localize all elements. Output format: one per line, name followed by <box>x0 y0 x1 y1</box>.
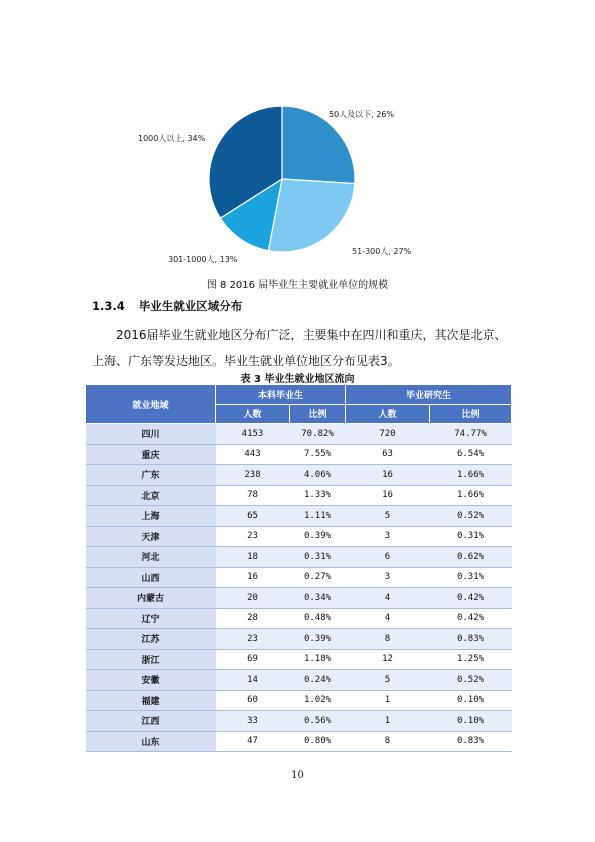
grad-count-cell: 6 <box>346 547 430 568</box>
undergrad-ratio-cell: 0.39% <box>290 629 346 650</box>
grad-count-cell: 5 <box>346 506 430 527</box>
grad-ratio-cell: 0.83% <box>430 629 512 650</box>
region-cell: 内蒙古 <box>86 588 216 609</box>
undergrad-count-cell: 14 <box>216 670 290 691</box>
table-row <box>86 608 512 629</box>
pie-slice-label: 50人及以下, 26% <box>329 110 395 119</box>
grad-count-cell: 5 <box>346 670 430 691</box>
region-cell: 山西 <box>86 567 216 588</box>
undergrad-ratio-cell: 0.39% <box>290 526 346 547</box>
grad-ratio-cell: 0.83% <box>430 731 512 752</box>
undergrad-ratio-cell: 1.33% <box>290 485 346 506</box>
region-cell: 福建 <box>86 690 216 711</box>
undergrad-ratio-cell: 0.34% <box>290 588 346 609</box>
grad-ratio-cell: 0.10% <box>430 711 512 732</box>
grad-count-cell: 720 <box>346 424 430 445</box>
table-row <box>86 526 512 547</box>
table-row <box>86 444 512 465</box>
region-cell: 上海 <box>86 506 216 527</box>
region-cell: 广东 <box>86 465 216 486</box>
table-row <box>86 465 512 486</box>
table-row <box>86 506 512 527</box>
undergrad-ratio-cell: 0.56% <box>290 711 346 732</box>
table-row <box>86 547 512 568</box>
undergrad-count-cell: 20 <box>216 588 290 609</box>
table-body <box>86 424 512 752</box>
grad-ratio-cell: 0.31% <box>430 526 512 547</box>
grad-ratio-cell: 0.10% <box>430 690 512 711</box>
paragraph-line-2: 上海、广东等发达地区。毕业生就业单位地区分布见表3。 <box>92 354 400 368</box>
grad-count-cell: 1 <box>346 690 430 711</box>
header-grad-ratio: 比例 <box>430 404 512 424</box>
grad-count-cell: 63 <box>346 444 430 465</box>
grad-count-cell: 3 <box>346 526 430 547</box>
undergrad-count-cell: 28 <box>216 608 290 629</box>
grad-count-cell: 1 <box>346 711 430 732</box>
undergrad-ratio-cell: 0.48% <box>290 608 346 629</box>
grad-ratio-cell: 0.42% <box>430 588 512 609</box>
grad-count-cell: 4 <box>346 608 430 629</box>
undergrad-count-cell: 65 <box>216 506 290 527</box>
grad-ratio-cell: 1.66% <box>430 485 512 506</box>
table-row <box>86 567 512 588</box>
region-cell: 辽宁 <box>86 608 216 629</box>
undergrad-count-cell: 16 <box>216 567 290 588</box>
grad-count-cell: 4 <box>346 588 430 609</box>
grad-ratio-cell: 0.52% <box>430 506 512 527</box>
undergrad-ratio-cell: 70.82% <box>290 424 346 445</box>
undergrad-count-cell: 23 <box>216 526 290 547</box>
header-undergrad-ratio: 比例 <box>290 404 346 424</box>
undergrad-ratio-cell: 4.06% <box>290 465 346 486</box>
undergrad-ratio-cell: 1.18% <box>290 649 346 670</box>
undergrad-count-cell: 238 <box>216 465 290 486</box>
region-cell: 江苏 <box>86 629 216 650</box>
region-cell: 重庆 <box>86 444 216 465</box>
undergrad-ratio-cell: 0.24% <box>290 670 346 691</box>
pie-slice-label: 301-1000人, 13% <box>168 255 238 264</box>
region-table <box>85 384 512 752</box>
table-title: 表 3 毕业生就业地区流向 <box>240 374 355 385</box>
section-title: 毕业生就业区域分布 <box>138 299 243 313</box>
header-undergraduate: 本科毕业生 <box>216 385 346 405</box>
undergrad-count-cell: 4153 <box>216 424 290 445</box>
grad-count-cell: 16 <box>346 485 430 506</box>
table-row <box>86 711 512 732</box>
grad-ratio-cell: 0.31% <box>430 567 512 588</box>
grad-count-cell: 8 <box>346 629 430 650</box>
grad-count-cell: 12 <box>346 649 430 670</box>
grad-ratio-cell: 6.54% <box>430 444 512 465</box>
undergrad-count-cell: 60 <box>216 690 290 711</box>
grad-ratio-cell: 1.66% <box>430 465 512 486</box>
region-cell: 河北 <box>86 547 216 568</box>
undergrad-ratio-cell: 7.55% <box>290 444 346 465</box>
undergrad-count-cell: 69 <box>216 649 290 670</box>
grad-count-cell: 16 <box>346 465 430 486</box>
grad-ratio-cell: 0.52% <box>430 670 512 691</box>
undergrad-ratio-cell: 0.31% <box>290 547 346 568</box>
region-cell: 安徽 <box>86 670 216 691</box>
table-row <box>86 690 512 711</box>
undergrad-ratio-cell: 0.27% <box>290 567 346 588</box>
table-row <box>86 424 512 445</box>
region-cell: 江西 <box>86 711 216 732</box>
pie-slice <box>268 179 355 252</box>
region-cell: 北京 <box>86 485 216 506</box>
pie-slice-label: 51-300人, 27% <box>352 247 412 256</box>
header-grad-count: 人数 <box>346 404 430 424</box>
page-number: 10 <box>291 770 304 781</box>
table-row <box>86 731 512 752</box>
pie-slice-label: 1000人以上, 34% <box>138 134 206 143</box>
region-cell: 四川 <box>86 424 216 445</box>
figure-caption: 图 8 2016 届毕业生主要就业单位的规模 <box>206 280 389 291</box>
grad-ratio-cell: 0.42% <box>430 608 512 629</box>
section-number: 1.3.4 <box>92 299 125 313</box>
section-heading <box>92 298 242 314</box>
region-cell: 天津 <box>86 526 216 547</box>
undergrad-count-cell: 33 <box>216 711 290 732</box>
table-row <box>86 670 512 691</box>
undergrad-count-cell: 18 <box>216 547 290 568</box>
header-region: 就业地域 <box>86 385 216 424</box>
undergrad-count-cell: 23 <box>216 629 290 650</box>
undergrad-count-cell: 78 <box>216 485 290 506</box>
grad-count-cell: 3 <box>346 567 430 588</box>
grad-ratio-cell: 0.62% <box>430 547 512 568</box>
table-row <box>86 588 512 609</box>
region-cell: 山东 <box>86 731 216 752</box>
grad-ratio-cell: 74.77% <box>430 424 512 445</box>
region-cell: 浙江 <box>86 649 216 670</box>
table-row <box>86 485 512 506</box>
header-graduate: 毕业研究生 <box>346 385 512 405</box>
table-row <box>86 649 512 670</box>
grad-count-cell: 8 <box>346 731 430 752</box>
table-row <box>86 629 512 650</box>
undergrad-ratio-cell: 0.80% <box>290 731 346 752</box>
undergrad-count-cell: 47 <box>216 731 290 752</box>
paragraph-line-1: 2016届毕业生就业地区分布广泛，主要集中在四川和重庆，其次是北京、 <box>116 328 507 342</box>
header-undergrad-count: 人数 <box>216 404 290 424</box>
undergrad-count-cell: 443 <box>216 444 290 465</box>
undergrad-ratio-cell: 1.02% <box>290 690 346 711</box>
grad-ratio-cell: 1.25% <box>430 649 512 670</box>
pie-chart <box>0 0 595 300</box>
undergrad-ratio-cell: 1.11% <box>290 506 346 527</box>
